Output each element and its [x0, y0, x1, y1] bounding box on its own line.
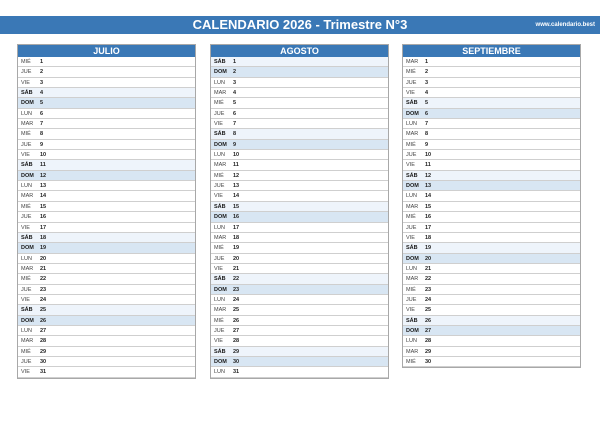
- day-number: 9: [233, 141, 237, 148]
- day-number: 5: [425, 100, 429, 107]
- day-row: [211, 160, 388, 170]
- day-row: [403, 285, 580, 295]
- day-row: [403, 305, 580, 315]
- day-number: 22: [233, 276, 240, 283]
- day-number: 2: [233, 69, 237, 76]
- day-number: 24: [233, 296, 240, 303]
- weekday-label: JUE: [214, 255, 225, 262]
- day-number: 9: [40, 141, 44, 148]
- day-number: 4: [40, 90, 44, 97]
- month-column-julio: [17, 44, 196, 379]
- weekday-label: MAR: [214, 307, 227, 314]
- day-number: 29: [233, 348, 240, 355]
- day-row: [211, 285, 388, 295]
- weekday-label: MAR: [406, 348, 419, 355]
- day-number: 15: [233, 203, 240, 210]
- day-number: 27: [233, 327, 240, 334]
- day-row: [18, 212, 195, 222]
- day-row: [18, 129, 195, 139]
- weekday-label: DOM: [214, 358, 227, 365]
- day-row: [403, 326, 580, 336]
- day-row: [403, 98, 580, 108]
- day-number: 23: [40, 286, 47, 293]
- day-number: 26: [40, 317, 47, 324]
- weekday-label: VIE: [21, 369, 30, 376]
- day-number: 23: [425, 286, 432, 293]
- day-row: [18, 78, 195, 88]
- weekday-label: JUE: [21, 69, 32, 76]
- weekday-label: JUE: [406, 152, 417, 159]
- page-header: [0, 16, 600, 34]
- weekday-label: LUN: [21, 327, 33, 334]
- day-number: 1: [40, 59, 44, 65]
- day-number: 1: [425, 59, 429, 65]
- day-number: 1: [233, 59, 237, 65]
- day-row: [18, 119, 195, 129]
- weekday-label: MAR: [214, 234, 227, 241]
- day-row: [211, 150, 388, 160]
- weekday-label: VIE: [406, 234, 415, 241]
- month-column-septiembre: [402, 44, 581, 368]
- weekday-label: MIÉ: [21, 276, 31, 283]
- day-number: 5: [233, 100, 237, 107]
- day-number: 15: [40, 203, 47, 210]
- day-row: [18, 109, 195, 119]
- day-row: [18, 316, 195, 326]
- day-number: 11: [233, 162, 239, 169]
- day-row: [18, 88, 195, 98]
- day-row: [18, 305, 195, 315]
- day-row: [211, 347, 388, 357]
- weekday-label: MIÉ: [21, 203, 31, 210]
- day-number: 27: [40, 327, 47, 334]
- day-row: [18, 223, 195, 233]
- weekday-label: DOM: [214, 214, 227, 221]
- weekday-label: SÁB: [21, 307, 33, 314]
- day-row: [403, 347, 580, 357]
- weekday-label: VIE: [406, 162, 415, 169]
- weekday-label: VIE: [214, 193, 223, 200]
- weekday-label: SÁB: [21, 162, 33, 169]
- day-row: [18, 336, 195, 346]
- weekday-label: DOM: [406, 110, 419, 117]
- day-number: 10: [425, 152, 432, 159]
- day-number: 9: [425, 141, 429, 148]
- day-number: 31: [40, 369, 47, 376]
- weekday-label: SÁB: [406, 317, 418, 324]
- weekday-label: MAR: [21, 193, 34, 200]
- day-row: [403, 57, 580, 67]
- day-number: 14: [425, 193, 432, 200]
- weekday-label: SÁB: [214, 276, 226, 283]
- weekday-label: JUE: [21, 358, 32, 365]
- day-number: 13: [233, 183, 240, 190]
- weekday-label: SÁB: [406, 100, 418, 107]
- weekday-label: MIÉ: [21, 59, 31, 65]
- day-number: 16: [425, 214, 432, 221]
- site-url: www.calendario.best: [535, 22, 595, 28]
- weekday-label: DOM: [406, 327, 419, 334]
- day-row: [18, 233, 195, 243]
- day-row: [18, 171, 195, 181]
- day-number: 16: [40, 214, 47, 221]
- weekday-label: JUE: [406, 224, 417, 231]
- day-number: 22: [425, 276, 432, 283]
- page-title: CALENDARIO 2026 - Trimestre N°3: [192, 17, 408, 32]
- day-row: [403, 223, 580, 233]
- day-row: [211, 357, 388, 367]
- day-number: 13: [40, 183, 47, 190]
- weekday-label: MAR: [21, 338, 34, 345]
- day-row: [403, 88, 580, 98]
- day-row: [211, 129, 388, 139]
- day-row: [403, 181, 580, 191]
- day-number: 18: [233, 234, 240, 241]
- weekday-label: MIÉ: [214, 245, 224, 252]
- day-number: 17: [40, 224, 47, 231]
- day-row: [18, 202, 195, 212]
- weekday-label: DOM: [406, 183, 419, 190]
- day-row: [403, 67, 580, 77]
- weekday-label: MAR: [406, 59, 419, 65]
- weekday-label: MIÉ: [406, 286, 416, 293]
- day-number: 2: [40, 69, 44, 76]
- weekday-label: MAR: [214, 90, 227, 97]
- day-row: [211, 202, 388, 212]
- day-row: [18, 191, 195, 201]
- weekday-label: MAR: [406, 131, 419, 138]
- day-number: 17: [233, 224, 240, 231]
- day-number: 19: [425, 245, 432, 252]
- day-number: 29: [40, 348, 47, 355]
- weekday-label: MAR: [21, 265, 34, 272]
- day-row: [18, 160, 195, 170]
- day-number: 3: [425, 79, 429, 86]
- day-row: [403, 78, 580, 88]
- weekday-label: SÁB: [21, 234, 33, 241]
- day-number: 28: [233, 338, 240, 345]
- weekday-label: DOM: [214, 286, 227, 293]
- day-number: 8: [233, 131, 237, 138]
- day-number: 14: [233, 193, 240, 200]
- day-row: [211, 264, 388, 274]
- day-number: 30: [425, 358, 432, 365]
- day-row: [18, 67, 195, 77]
- weekday-label: DOM: [21, 172, 34, 179]
- day-row: [211, 254, 388, 264]
- day-number: 11: [425, 162, 431, 169]
- day-row: [403, 160, 580, 170]
- weekday-label: SÁB: [214, 348, 226, 355]
- weekday-label: JUE: [214, 327, 225, 334]
- day-row: [211, 119, 388, 129]
- day-row: [211, 67, 388, 77]
- day-number: 31: [233, 369, 240, 376]
- weekday-label: JUE: [406, 79, 417, 86]
- day-row: [403, 336, 580, 346]
- day-row: [403, 119, 580, 129]
- day-number: 8: [40, 131, 44, 138]
- day-number: 28: [40, 338, 47, 345]
- weekday-label: LUN: [214, 152, 226, 159]
- day-number: 20: [425, 255, 432, 262]
- weekday-label: JUE: [21, 286, 32, 293]
- weekday-label: LUN: [21, 183, 33, 190]
- day-row: [211, 274, 388, 284]
- day-row: [18, 57, 195, 67]
- day-number: 10: [40, 152, 47, 159]
- day-number: 23: [233, 286, 240, 293]
- day-number: 18: [40, 234, 47, 241]
- weekday-label: SÁB: [214, 203, 226, 210]
- day-row: [18, 264, 195, 274]
- day-number: 20: [233, 255, 240, 262]
- weekday-label: MAR: [406, 203, 419, 210]
- day-row: [211, 181, 388, 191]
- day-number: 22: [40, 276, 47, 283]
- weekday-label: VIE: [214, 121, 223, 128]
- day-number: 5: [40, 100, 44, 107]
- day-row: [211, 223, 388, 233]
- weekday-label: MIÉ: [406, 69, 416, 76]
- day-row: [18, 347, 195, 357]
- day-number: 24: [40, 296, 47, 303]
- day-number: 6: [425, 110, 429, 117]
- day-row: [18, 295, 195, 305]
- day-number: 14: [40, 193, 47, 200]
- day-number: 27: [425, 327, 432, 334]
- day-number: 4: [425, 90, 429, 97]
- weekday-label: LUN: [214, 369, 226, 376]
- day-number: 30: [233, 358, 240, 365]
- day-list: [211, 57, 388, 378]
- day-row: [18, 357, 195, 367]
- weekday-label: VIE: [21, 224, 30, 231]
- day-row: [18, 140, 195, 150]
- weekday-label: MIÉ: [21, 131, 31, 138]
- day-row: [211, 78, 388, 88]
- weekday-label: DOM: [21, 100, 34, 107]
- weekday-label: VIE: [406, 307, 415, 314]
- day-row: [403, 129, 580, 139]
- day-number: 29: [425, 348, 432, 355]
- weekday-label: MAR: [406, 276, 419, 283]
- day-number: 20: [40, 255, 47, 262]
- weekday-label: MAR: [21, 121, 34, 128]
- day-row: [211, 295, 388, 305]
- day-row: [18, 150, 195, 160]
- day-row: [211, 326, 388, 336]
- day-number: 26: [233, 317, 240, 324]
- weekday-label: VIE: [406, 90, 415, 97]
- day-row: [211, 316, 388, 326]
- day-number: 11: [40, 162, 46, 169]
- day-number: 8: [425, 131, 429, 138]
- day-number: 12: [233, 172, 240, 179]
- day-row: [403, 295, 580, 305]
- weekday-label: DOM: [406, 255, 419, 262]
- day-row: [18, 254, 195, 264]
- weekday-label: LUN: [406, 121, 418, 128]
- day-number: 25: [40, 307, 47, 314]
- day-row: [403, 243, 580, 253]
- day-number: 28: [425, 338, 432, 345]
- day-row: [403, 191, 580, 201]
- day-number: 3: [233, 79, 237, 86]
- day-row: [403, 150, 580, 160]
- day-row: [403, 233, 580, 243]
- day-number: 12: [40, 172, 47, 179]
- weekday-label: SÁB: [214, 131, 226, 138]
- weekday-label: MIÉ: [406, 358, 416, 365]
- day-number: 24: [425, 296, 432, 303]
- day-row: [18, 274, 195, 284]
- weekday-label: LUN: [406, 193, 418, 200]
- weekday-label: MIÉ: [406, 214, 416, 221]
- weekday-label: LUN: [21, 255, 33, 262]
- weekday-label: VIE: [21, 79, 30, 86]
- weekday-label: MIÉ: [21, 348, 31, 355]
- day-number: 30: [40, 358, 47, 365]
- weekday-label: LUN: [214, 296, 226, 303]
- weekday-label: LUN: [21, 110, 33, 117]
- weekday-label: JUE: [21, 214, 32, 221]
- day-row: [403, 254, 580, 264]
- month-title: AGOSTO: [211, 45, 388, 57]
- day-list: [18, 57, 195, 378]
- month-title: JULIO: [18, 45, 195, 57]
- weekday-label: MIÉ: [214, 100, 224, 107]
- day-row: [211, 305, 388, 315]
- day-row: [211, 367, 388, 377]
- day-number: 17: [425, 224, 432, 231]
- day-number: 7: [40, 121, 44, 128]
- day-number: 26: [425, 317, 432, 324]
- weekday-label: VIE: [214, 265, 223, 272]
- weekday-label: SÁB: [21, 90, 33, 97]
- weekday-label: DOM: [21, 245, 34, 252]
- day-row: [18, 285, 195, 295]
- day-row: [211, 336, 388, 346]
- day-row: [18, 181, 195, 191]
- day-row: [211, 243, 388, 253]
- day-number: 21: [233, 265, 240, 272]
- day-number: 13: [425, 183, 432, 190]
- day-row: [403, 274, 580, 284]
- day-row: [403, 316, 580, 326]
- weekday-label: VIE: [21, 152, 30, 159]
- day-row: [18, 326, 195, 336]
- weekday-label: JUE: [406, 296, 417, 303]
- weekday-label: JUE: [21, 141, 32, 148]
- weekday-label: LUN: [406, 265, 418, 272]
- day-row: [211, 140, 388, 150]
- weekday-label: JUE: [214, 183, 225, 190]
- month-title: SEPTIEMBRE: [403, 45, 580, 57]
- weekday-label: JUE: [214, 110, 225, 117]
- day-number: 4: [233, 90, 237, 97]
- weekday-label: DOM: [214, 69, 227, 76]
- day-row: [18, 243, 195, 253]
- day-row: [211, 98, 388, 108]
- day-row: [403, 212, 580, 222]
- weekday-label: LUN: [406, 338, 418, 345]
- weekday-label: LUN: [214, 224, 226, 231]
- weekday-label: SÁB: [406, 172, 418, 179]
- weekday-label: MIÉ: [406, 141, 416, 148]
- day-row: [211, 191, 388, 201]
- day-row: [211, 171, 388, 181]
- day-row: [211, 57, 388, 67]
- day-row: [403, 171, 580, 181]
- month-column-agosto: [210, 44, 389, 379]
- day-number: 7: [425, 121, 429, 128]
- day-number: 21: [425, 265, 432, 272]
- day-row: [403, 264, 580, 274]
- weekday-label: LUN: [214, 79, 226, 86]
- day-row: [211, 88, 388, 98]
- day-number: 21: [40, 265, 47, 272]
- day-number: 2: [425, 69, 429, 76]
- day-number: 7: [233, 121, 237, 128]
- day-number: 15: [425, 203, 432, 210]
- day-row: [403, 109, 580, 119]
- weekday-label: MIÉ: [214, 172, 224, 179]
- weekday-label: DOM: [214, 141, 227, 148]
- day-row: [211, 109, 388, 119]
- weekday-label: MAR: [214, 162, 227, 169]
- day-row: [211, 212, 388, 222]
- day-row: [18, 367, 195, 377]
- weekday-label: DOM: [21, 317, 34, 324]
- day-number: 10: [233, 152, 240, 159]
- day-number: 16: [233, 214, 240, 221]
- day-number: 25: [425, 307, 432, 314]
- day-row: [211, 233, 388, 243]
- weekday-label: MIÉ: [214, 317, 224, 324]
- day-number: 19: [233, 245, 240, 252]
- day-row: [403, 357, 580, 367]
- day-row: [403, 140, 580, 150]
- weekday-label: VIE: [21, 296, 30, 303]
- day-row: [18, 98, 195, 108]
- weekday-label: VIE: [214, 338, 223, 345]
- day-list: [403, 57, 580, 367]
- day-number: 19: [40, 245, 47, 252]
- day-row: [403, 202, 580, 212]
- day-number: 3: [40, 79, 44, 86]
- weekday-label: SÁB: [214, 59, 226, 65]
- day-number: 6: [233, 110, 237, 117]
- day-number: 12: [425, 172, 432, 179]
- day-number: 6: [40, 110, 44, 117]
- weekday-label: SÁB: [406, 245, 418, 252]
- day-number: 18: [425, 234, 432, 241]
- day-number: 25: [233, 307, 240, 314]
